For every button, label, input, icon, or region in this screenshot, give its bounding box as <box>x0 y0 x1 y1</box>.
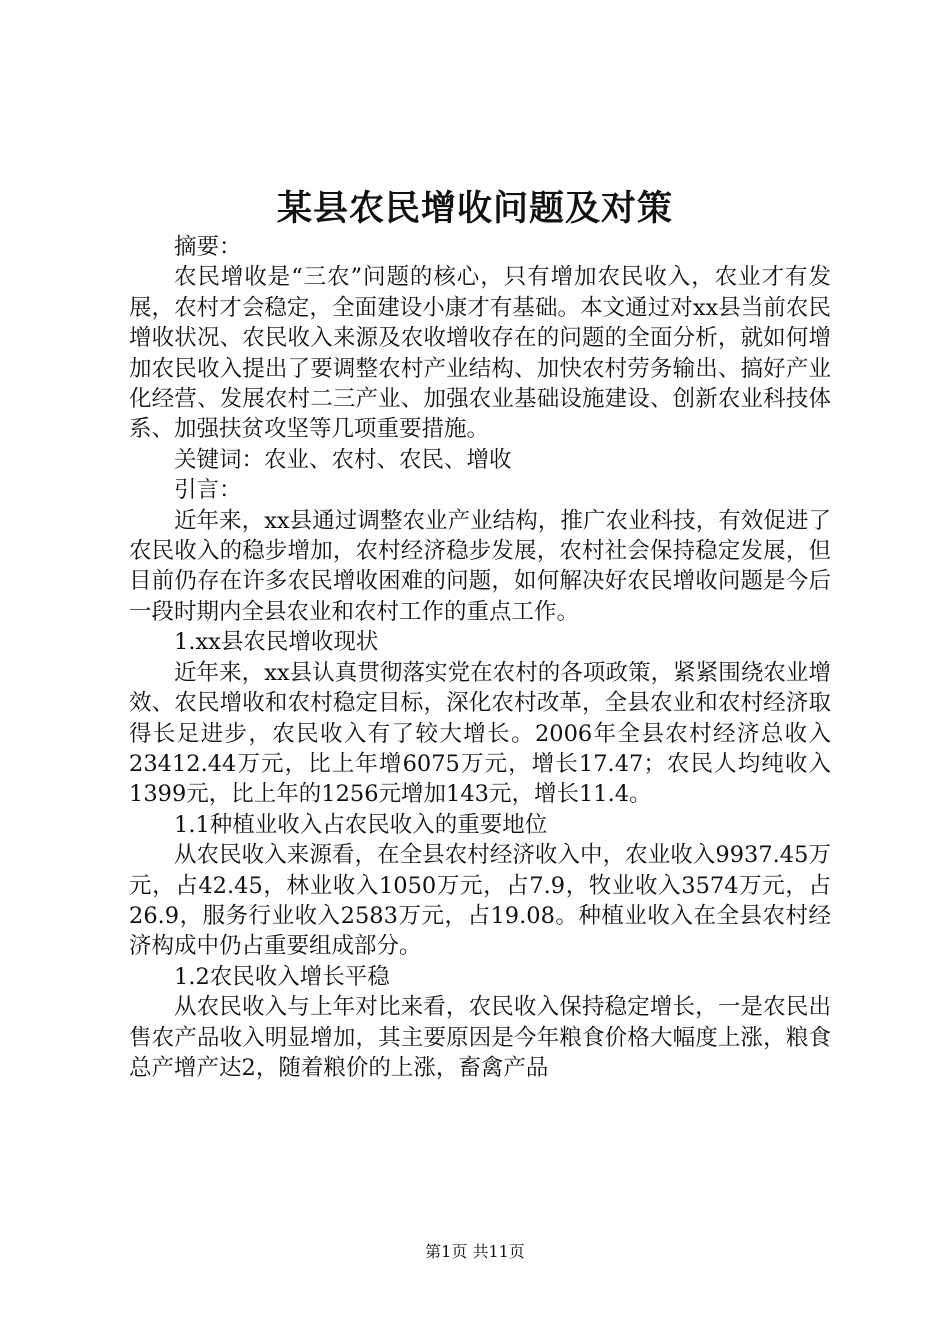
section-1-paragraph: 近年来，xx县认真贯彻落实党在农村的各项政策，紧紧围绕农业增效、农民增收和农村稳定目标，深化农村改革，全县农业和农村经济取得长足进步，农民收入有了较大增长。2006年全县农村经济总收入23412.44万元，比上年增6075万元，增长17.47；农民人均纯收入1399元，比上年的1256元增加143元，增长11.4。 <box>129 659 831 808</box>
document-title: 某县农民增收问题及对策 <box>276 188 673 229</box>
section-1-2-heading: 1.2农民收入增长平稳 <box>174 963 390 990</box>
page-footer: 第1页 共11页 <box>425 1242 525 1261</box>
intro-paragraph: 近年来，xx县通过调整农业产业结构，推广农业科技，有效促进了农民收入的稳步增加，农村经济稳步发展，农村社会保持稳定发展，但目前仍存在许多农民增收困难的问题，如何解决好农民增收问题是今后一段时期内全县农业和农村工作的重点工作。 <box>129 507 831 625</box>
keywords-line: 关键词：农业、农村、农民、增收 <box>174 446 512 473</box>
intro-heading: 引言： <box>174 477 242 504</box>
section-1-1-heading: 1.1种植业收入占农民收入的重要地位 <box>174 811 548 838</box>
section-1-heading: 1.xx县农民增收现状 <box>174 629 379 656</box>
document-body <box>129 232 831 1083</box>
section-1-2-paragraph: 从农民收入与上年对比来看，农民收入保持稳定增长，一是农民出售农产品收入明显增加，其主要原因是今年粮食价格大幅度上涨，粮食总产增产达2，随着粮价的上涨，畜禽产品 <box>129 994 831 1081</box>
abstract-heading: 摘要： <box>174 234 242 260</box>
section-1-1-paragraph: 从农民收入来源看，在全县农村经济收入中，农业收入9937.45万元，占42.45，林业收入1050万元，占7.9，牧业收入3574万元，占26.9，服务行业收入2583万元，占19.08。种植业收入在全县农村经济构成中仍占重要组成部分。 <box>129 842 831 960</box>
abstract-paragraph: 农民增收是“三农”问题的核心，只有增加农民收入，农业才有发展，农村才会稳定，全面建设小康才有基础。本文通过对xx县当前农民增收状况、农民收入来源及农收增收存在的问题的全面分析，就如何增加农民收入提出了要调整农村产业结构、加快农村劳务输出、搞好产业化经营、发展农村二三产业、加强农业基础设施建设、创新农业科技体系、加强扶贫攻坚等几项重要措施。 <box>129 264 831 443</box>
